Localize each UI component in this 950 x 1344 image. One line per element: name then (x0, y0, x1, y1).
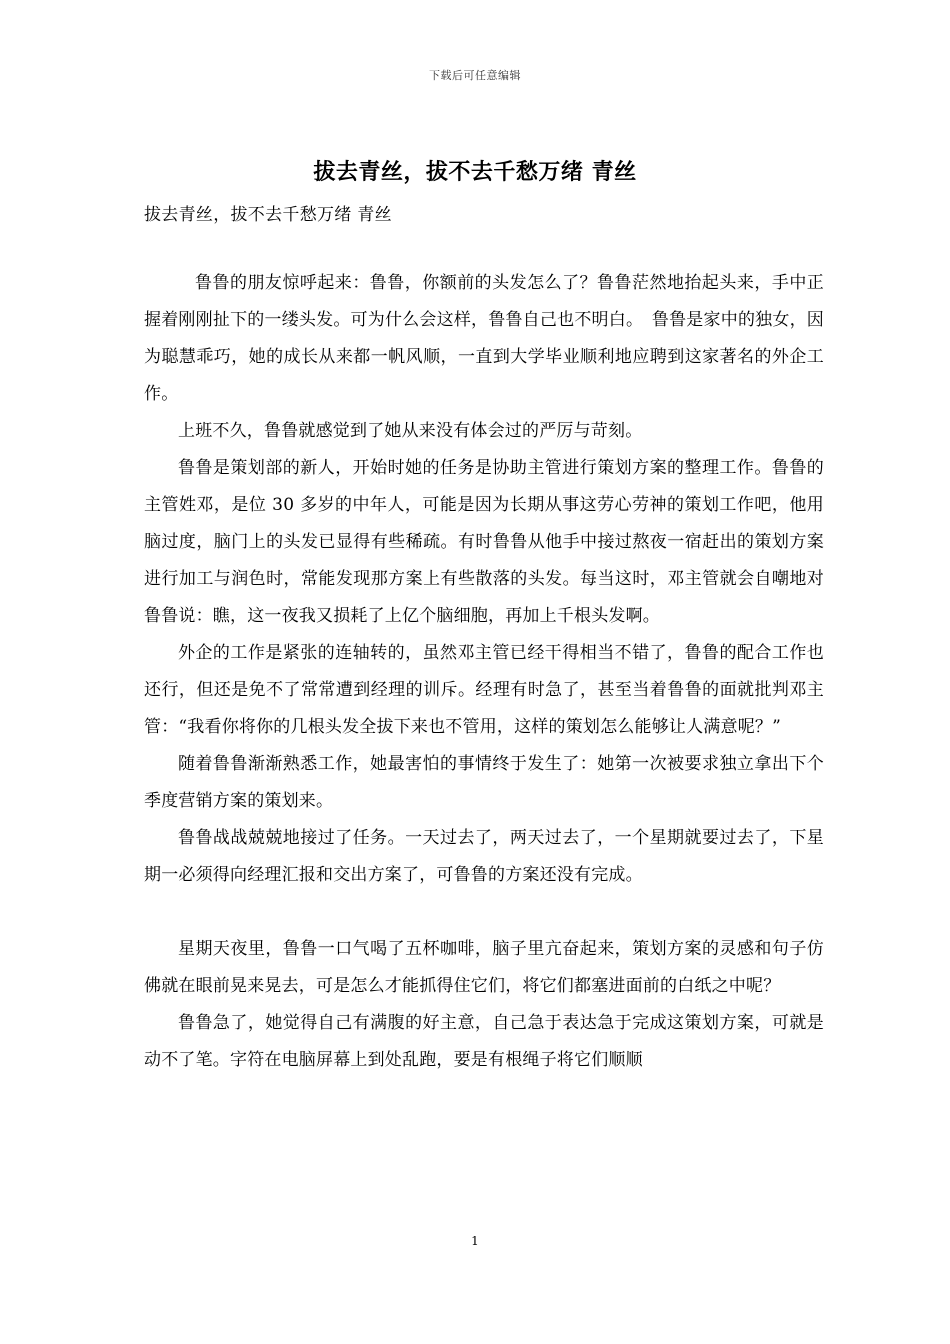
paragraph: 鲁鲁急了，她觉得自己有满腹的好主意，自己急于表达急于完成这策划方案，可就是动不了笔。字符在电脑屏幕上到处乱跑，要是有根绳子将它们顺顺 (144, 1013, 824, 1070)
header-note: 下载后可任意编辑 (429, 69, 521, 82)
page-number: 1 (471, 1234, 479, 1248)
document-body (144, 265, 824, 1079)
paragraph: 上班不久，鲁鲁就感觉到了她从来没有体会过的严厉与苛刻。 (178, 421, 643, 441)
paragraph: 鲁鲁战战兢兢地接过了任务。一天过去了，两天过去了，一个星期就要过去了，下星期一必须得向经理汇报和交出方案了，可鲁鲁的方案还没有完成。 (144, 828, 824, 885)
document-subtitle: 拔去青丝，拔不去千愁万绪 青丝 (144, 205, 392, 225)
paragraph: 随着鲁鲁渐渐熟悉工作，她最害怕的事情终于发生了：她第一次被要求独立拿出下个季度营销方案的策划来。 (144, 754, 824, 811)
paragraph: 鲁鲁的朋友惊呼起来：鲁鲁，你额前的头发怎么了？鲁鲁茫然地抬起头来，手中正握着刚刚扯下的一缕头发。可为什么会这样，鲁鲁自己也不明白。 鲁鲁是家中的独女，因为聪慧乖巧，她的成长从来都一帆风顺，一直到大学毕业顺利地应聘到这家著名的外企工作。 (144, 273, 824, 404)
paragraph: 星期天夜里，鲁鲁一口气喝了五杯咖啡，脑子里亢奋起来，策划方案的灵感和句子仿佛就在眼前晃来晃去，可是怎么才能抓得住它们，将它们都塞进面前的白纸之中呢？ (144, 939, 824, 996)
paragraph: 外企的工作是紧张的连轴转的，虽然邓主管已经干得相当不错了，鲁鲁的配合工作也还行，但还是免不了常常遭到经理的训斥。经理有时急了，甚至当着鲁鲁的面就批判邓主管：“我看你将你的几根头发全拔下来也不管用，这样的策划怎么能够让人满意呢？” (144, 643, 824, 737)
paragraph: 鲁鲁是策划部的新人，开始时她的任务是协助主管进行策划方案的整理工作。鲁鲁的主管姓邓，是位 30 多岁的中年人，可能是因为长期从事这劳心劳神的策划工作吧，他用脑过度，脑门上的头发已显得有些稀疏。有时鲁鲁从他手中接过熬夜一宿赶出的策划方案进行加工与润色时，常能发现那方案上有些散落的头发。每当这时，邓主管就会自嘲地对鲁鲁说：瞧，这一夜我又损耗了上亿个脑细胞，再加上千根头发啊。 (144, 458, 824, 626)
document-title: 拔去青丝，拔不去千愁万绪 青丝 (313, 159, 637, 185)
